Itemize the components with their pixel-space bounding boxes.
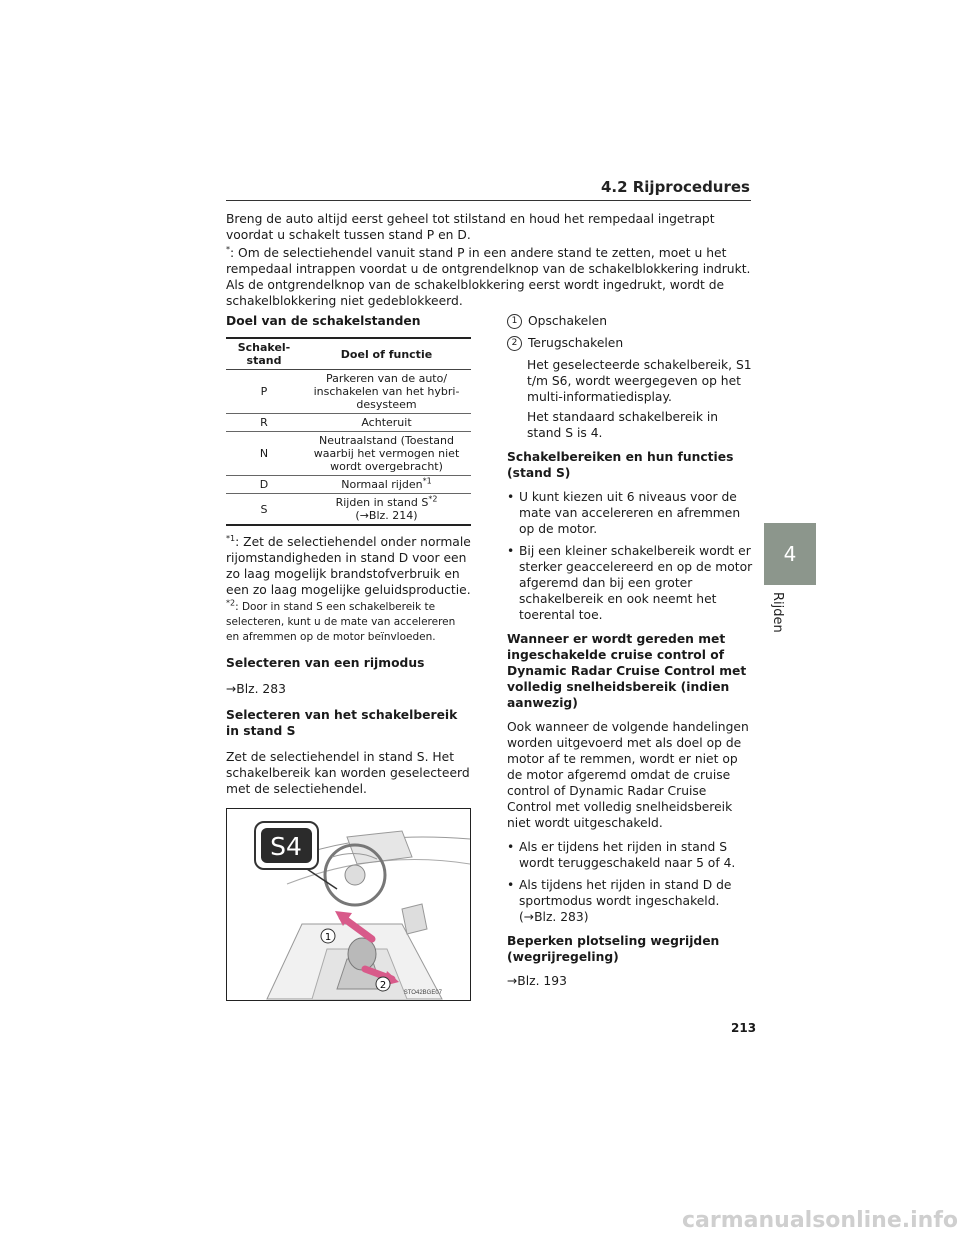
- figure-code: STO42BGE07: [403, 990, 442, 996]
- header-rule: [226, 200, 751, 201]
- col-header-functie: Doel of functie: [302, 338, 471, 370]
- list-item-terugschakelen: [507, 335, 754, 351]
- illustration-svg: [227, 809, 470, 1000]
- footnote-1: [226, 534, 471, 598]
- gear-table: [226, 337, 471, 526]
- note-text: : Om de selectiehendel vanuit stand P in een andere stand te zetten, moet u het rempedaal intrappen voordat u de ontgrendelknop van de schakelblokkering indrukt. Als de ontgrendelknop van de schakelblokkering eerst wordt ingedrukt, wordt de schakelblokkering niet gedeblokkeerd.: [226, 246, 751, 308]
- left-column: [226, 313, 471, 797]
- cell-sup: *2: [428, 494, 438, 504]
- footnote-1-text: : Zet de selectiehendel onder normale rijomstandigheden in stand D voor een zo laag mogelijk brandstofverbruik en een zo laag mogelijke geluidsproductie.: [226, 535, 471, 597]
- heading-functies: Schakelbereiken en hun functies (stand S): [507, 450, 734, 480]
- heading-schakelbereik: Selecteren van het schakelbereik in stand S: [226, 708, 458, 738]
- intro-paragraph: Breng de auto altijd eerst geheel tot stilstand en houd het rempedaal ingetrapt voordat u schakelt tussen stand P en D.: [226, 212, 715, 242]
- right-column: [507, 313, 754, 989]
- bullet-list-functies: [507, 489, 754, 623]
- paragraph-schakelbereik: Zet de selectiehendel in stand S. Het schakelbereik kan worden geselecteerd met de selectiehendel.: [226, 750, 470, 796]
- cell-pos: S: [226, 494, 302, 526]
- cell-pos: N: [226, 432, 302, 476]
- cell-func: Achteruit: [302, 414, 471, 432]
- table-row: [226, 432, 471, 476]
- watermark: carmanualsonline.info: [682, 1208, 958, 1233]
- intro-block: [226, 211, 754, 309]
- footnote-2-text: : Door in stand S een schakelbereik te selecteren, kunt u de mate van accelereren en afremmen op de motor beïnvloeden.: [226, 601, 456, 643]
- cell-sup: *1: [422, 476, 432, 486]
- list-item: • Als tijdens het rijden in stand D de sportmodus wordt ingeschakeld. (→Blz. 283): [507, 877, 754, 925]
- heading-doel: Doel van de schakelstanden: [226, 314, 421, 328]
- bullet-list-cruise: [507, 839, 754, 925]
- heading-rijmodus: Selecteren van een rijmodus: [226, 656, 425, 670]
- number-badge: 1: [507, 314, 522, 329]
- intro-note: [226, 245, 754, 309]
- chapter-label: Rijden: [770, 592, 785, 633]
- cell-func: [302, 494, 471, 526]
- cell-func-text: Rijden in stand S: [335, 496, 429, 509]
- footnote-1-marker: *1: [226, 533, 236, 543]
- table-header-row: [226, 338, 471, 370]
- number-badge: 2: [507, 336, 522, 351]
- note-marker: *: [226, 244, 230, 254]
- ref-rijmodus[interactable]: →Blz. 283: [226, 682, 286, 696]
- cell-func-text: Normaal rijden: [341, 478, 423, 491]
- cell-func: Neutraalstand (Toestand waarbij het vermogen niet wordt overgebracht): [302, 432, 471, 476]
- footnote-2: [226, 600, 471, 645]
- callout-2: 2: [379, 980, 387, 991]
- list-item: • Als er tijdens het rijden in stand S wordt teruggeschakeld naar 5 of 4.: [507, 839, 754, 871]
- footnote-2-marker: *2: [226, 598, 236, 608]
- cell-pos: R: [226, 414, 302, 432]
- section-title: 4.2 Rijprocedures: [600, 178, 750, 196]
- ref-wegrij[interactable]: →Blz. 193: [507, 974, 567, 988]
- cell-pos: P: [226, 370, 302, 414]
- col-header-stand: Schakel-stand: [226, 338, 302, 370]
- gear-lever-illustration: [226, 808, 471, 1001]
- list-item-opschakelen: [507, 313, 754, 329]
- list-item: • Bij een kleiner schakelbereik wordt er sterker geaccelereerd en op de motor afgeremd dan bij een groter schakelbereik en ook neemt het toerental toe.: [507, 543, 754, 623]
- item-label: Opschakelen: [528, 314, 608, 328]
- table-row: [226, 494, 471, 526]
- table-row: [226, 370, 471, 414]
- cell-func: [302, 476, 471, 494]
- item-label: Terugschakelen: [528, 336, 624, 350]
- list-item: • U kunt kiezen uit 6 niveaus voor de mate van accelereren en afremmen op de motor.: [507, 489, 754, 537]
- cell-pos: D: [226, 476, 302, 494]
- callout-1: 1: [324, 932, 332, 943]
- table-row: [226, 414, 471, 432]
- cell-ref: (→Blz. 214): [355, 509, 418, 522]
- chapter-tab: [764, 523, 816, 585]
- display-text: S4: [270, 832, 302, 861]
- heading-cruise: Wanneer er wordt gereden met ingeschakelde cruise control of Dynamic Radar Cruise Control met volledig snelheidsbereik (indien aanwezig): [507, 632, 747, 710]
- chapter-number: 4: [783, 542, 797, 566]
- paragraph-cruise: Ook wanneer de volgende handelingen worden uitgevoerd met als doel op de motor af te remmen, wordt er niet op de motor afgeremd omdat de cruise control of Dynamic Radar Cruise Control met volledig snelheidsbereik niet wordt uitgeschakeld.: [507, 720, 749, 830]
- table-row: [226, 476, 471, 494]
- cell-func: Parkeren van de auto/ inschakelen van het hybri-desysteem: [302, 370, 471, 414]
- desc-standaard: Het standaard schakelbereik in stand S is 4.: [527, 410, 719, 440]
- page-number: 213: [731, 1021, 757, 1035]
- heading-wegrij: Beperken plotseling wegrijden (wegrijregeling): [507, 934, 720, 964]
- desc-schakelbereik: Het geselecteerde schakelbereik, S1 t/m S6, wordt weergegeven op het multi-informatiedisplay.: [527, 358, 752, 404]
